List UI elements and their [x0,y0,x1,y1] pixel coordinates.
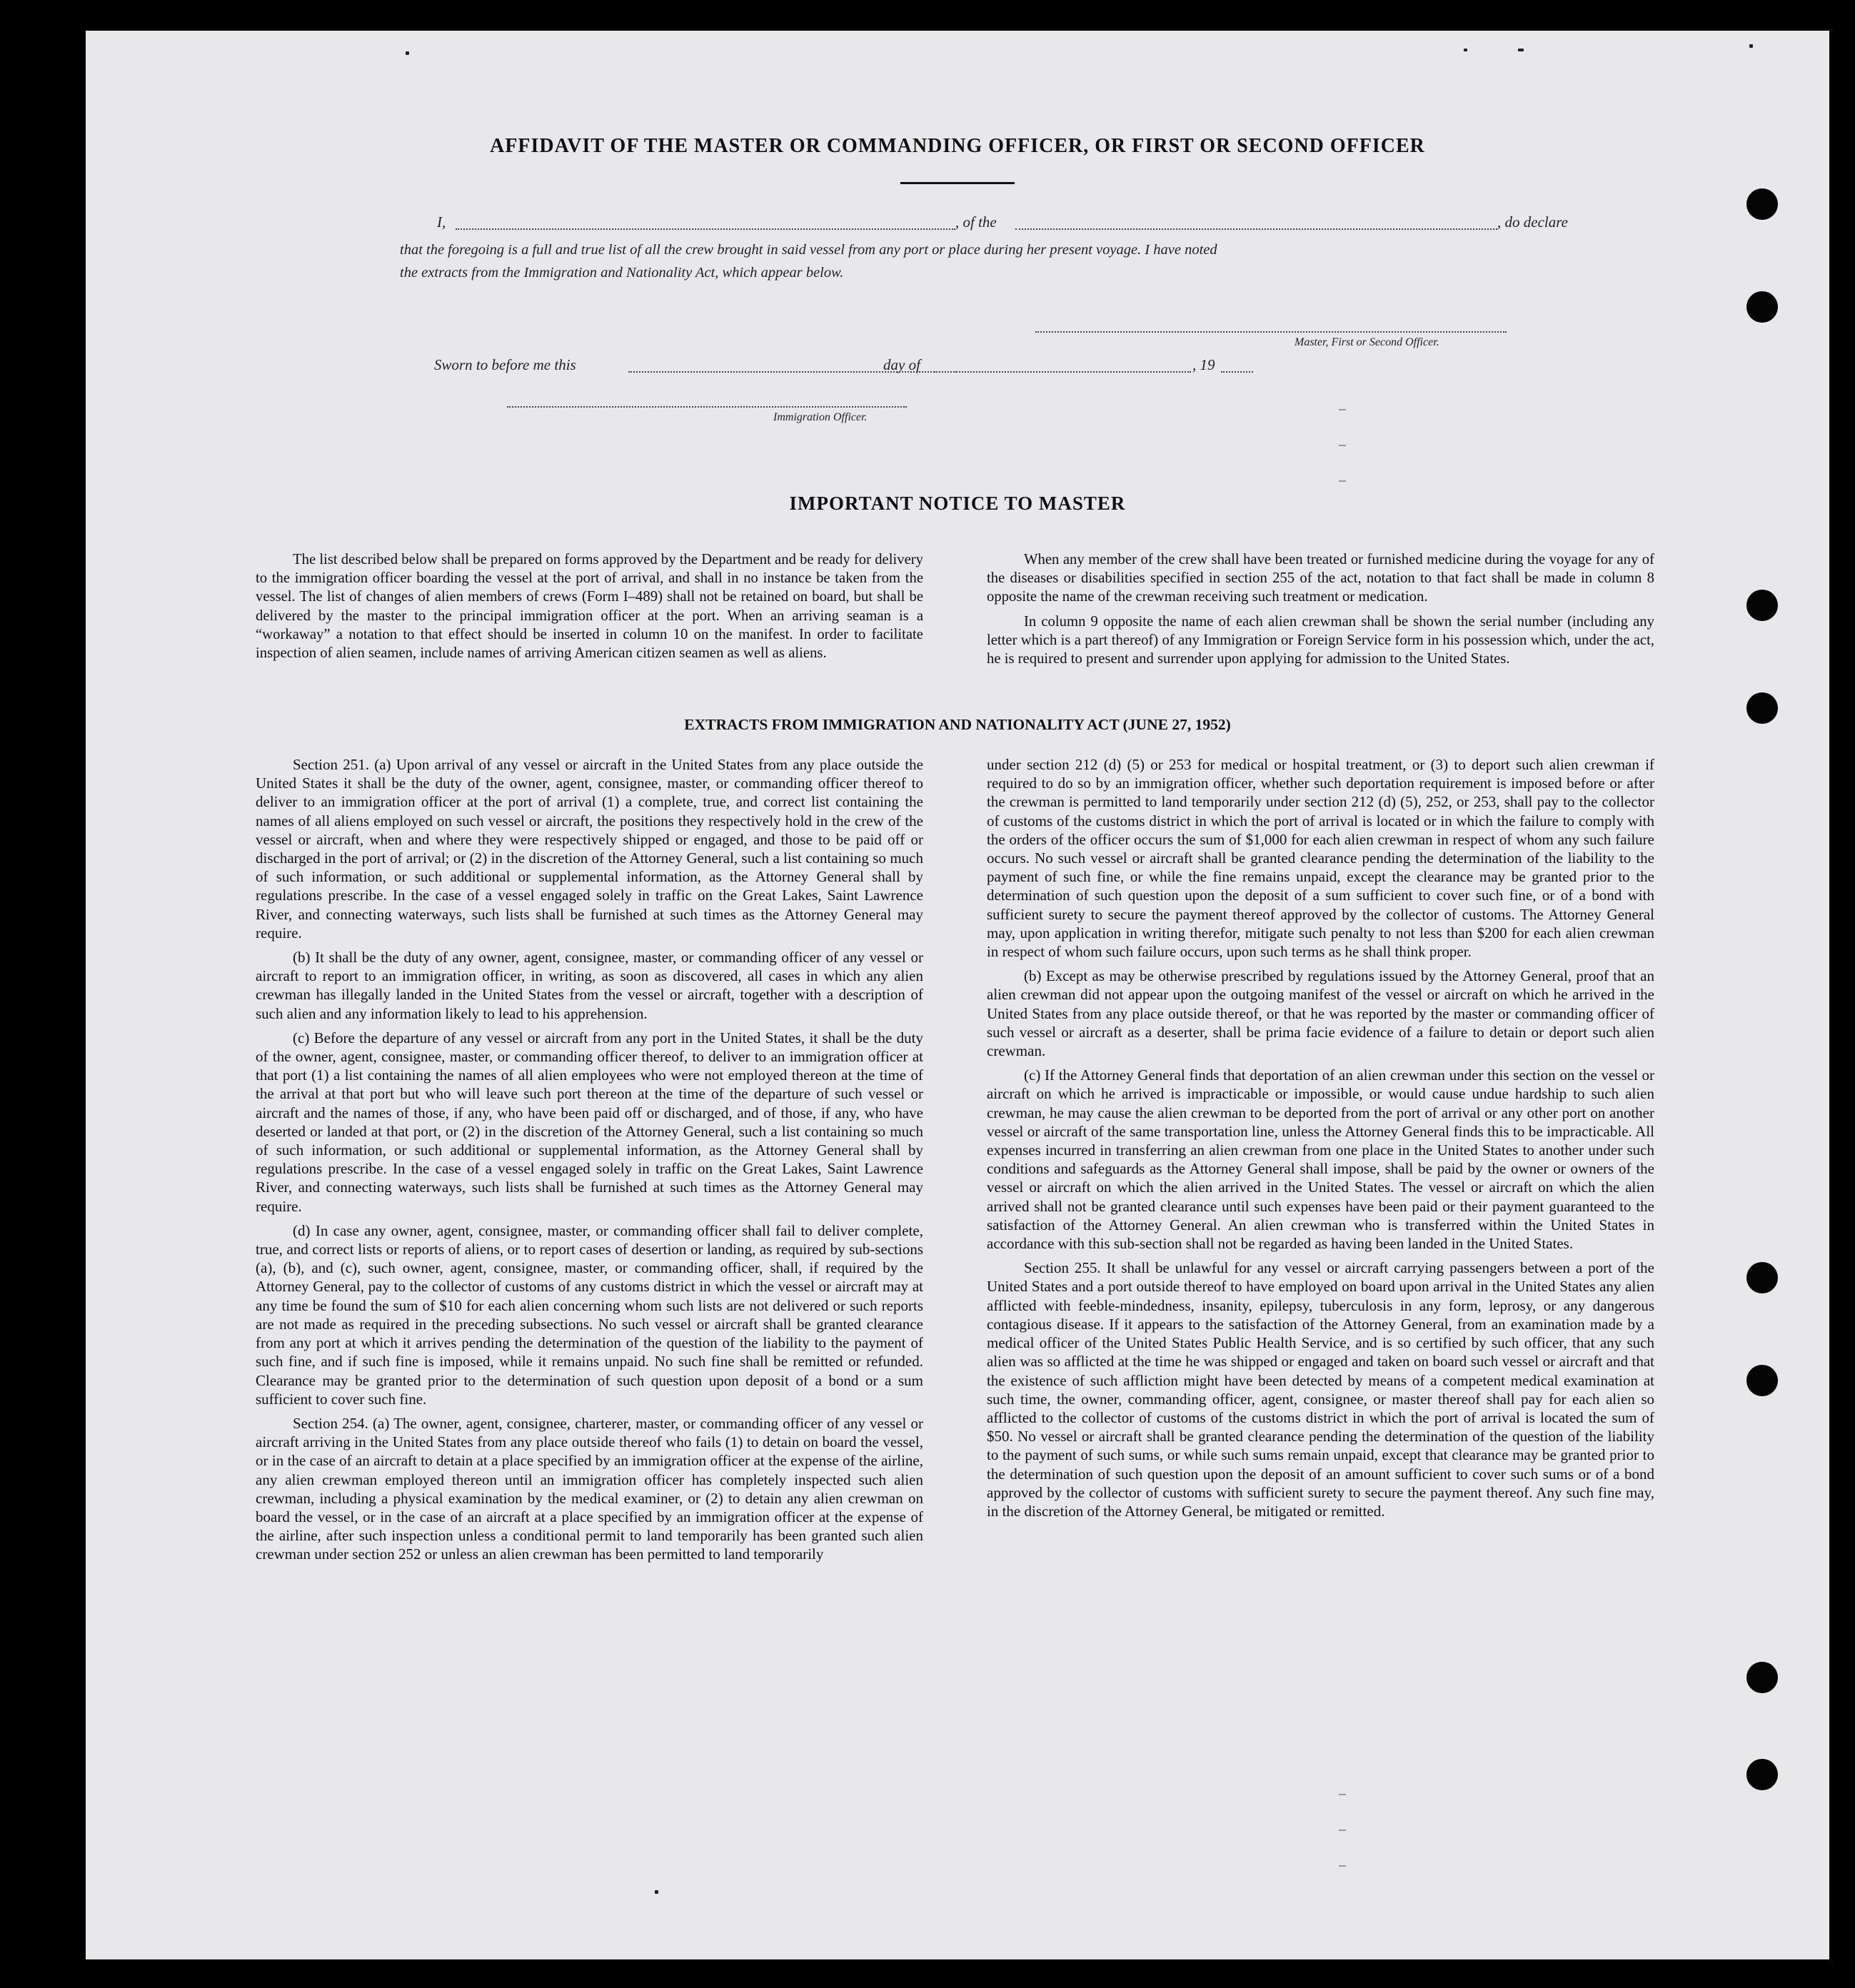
punch-hole [1746,1662,1778,1693]
signature-blank[interactable] [1035,331,1507,333]
title-divider [900,182,1015,184]
notice-right-paragraph-2: In column 9 opposite the name of each alien crewman shall be shown the serial number (including any letter which is a part thereof) of any Immigration or Foreign Service form in his possession which, under the act, he is required to present and surrender upon applying for admission to the United States. [987,613,1654,667]
officer-signature-blank[interactable] [507,406,907,408]
punch-hole [1746,1365,1778,1396]
year-blank[interactable] [1221,371,1253,373]
scan-speck [1464,49,1467,51]
punch-hole [1746,188,1778,220]
sworn-month-blank[interactable] [934,371,1191,373]
notice-right-paragraph-1: When any member of the crew shall have been treated or furnished medicine during the voyage for any of the diseases or disabilities specified in section 255 of the act, notation to that fact shall be made in column 8 opposite the name of the crewman receiving such treatment or medication. [987,552,1654,605]
affidavit-i-label: I, [437,213,446,231]
bleed-mark [1339,409,1346,410]
extracts-right-column [987,755,1654,1526]
signature-caption: Master, First or Second Officer. [1295,336,1439,348]
vessel-blank[interactable] [1015,228,1497,230]
section-254-a: Section 254. (a) The owner, agent, consignee, charterer, master, or commanding officer of any vessel or aircraft arriving in the United States from any place outside thereof who fails (1) to detain on board the vessel, or in the case of an aircraft to detain at a place specified by an immigration officer at the expense of the airline, any alien crewman employed thereon until an immigration officer has completely inspected such alien crewman, including a physical examination by the medical examiner, or (2) to detain any alien crewman on board the vessel, or in the case of an aircraft at a place specified by an immigration officer at the expense of the airline, after such inspection unless a conditional permit to land temporarily has been granted such alien crewman under section 252 or unless an alien crewman has been permitted to land temporarily [256,1414,923,1563]
year-label: , 19 [1192,356,1215,373]
extracts-title: EXTRACTS FROM IMMIGRATION AND NATIONALITY ACT (JUNE 27, 1952) [684,716,1231,733]
notice-left-paragraph: The list described below shall be prepared on forms approved by the Department and be ready for delivery to the immigration officer boarding the vessel at the port of arrival, and shall in no instance be taken from the vessel. The list of changes of alien members of crews (Form I–489) shall not be retained on board, but shall be delivered by the master to the principal immigration officer at the port. When an arriving seaman is a “workaway” a notation to that effect should be inserted in column 10 on the manifest. In order to facilitate inspection of alien seamen, include names of arriving American citizen seamen as well as aliens. [256,552,923,662]
name-blank[interactable] [456,228,955,230]
affidavit-of-the: , of the [955,213,997,231]
officer-caption: Immigration Officer. [773,411,868,423]
section-251-b: (b) It shall be the duty of any owner, agent, consignee, master, or commanding officer of any vessel or aircraft to report to an immigration officer, in writing, as soon as discovered, all cases in which any alien crewman has illegally landed in the United States from the vessel or aircraft, together with a description of such alien and any information likely to lead to his apprehension. [256,949,923,1022]
bleed-mark [1339,1830,1346,1831]
punch-hole [1746,1759,1778,1790]
punch-hole [1746,590,1778,621]
notice-left-column [256,550,923,668]
scan-speck [655,1890,658,1894]
notice-title: IMPORTANT NOTICE TO MASTER [789,493,1126,514]
section-251-d: (d) In case any owner, agent, consignee, master, or commanding officer shall fail to deliver complete, true, and correct lists or reports of aliens, or to report cases of desertion or landing, as required by sub-sections (a), (b), and (c), such owner, agent, consignee, master, or commanding officer, shall, if required by the Attorney General, pay to the collector of customs of any customs district in which the vessel or aircraft may at any time be found the sum of $10 for each alien concerning whom such lists are not delivered or such reports are not made as required in the preceding subsections. No such vessel or aircraft shall be granted clearance from any port at which it arrives pending the determination of the question of the liability to the payment of such fine, and if such fine is imposed, while it remains unpaid. No such fine shall be remitted or refunded. Clearance may be granted prior to the determination of such question upon deposit of a bond or a sum sufficient to cover such fine. [256,1221,923,1408]
affidavit-do-declare: , do declare [1497,213,1568,231]
document-page [86,31,1829,1959]
bleed-mark [1339,1794,1346,1795]
section-255: Section 255. It shall be unlawful for any vessel or aircraft carrying passengers between a port of the United States and a port outside thereof to have employed on board upon arrival in the United States any alien afflicted with feeble-mindedness, insanity, epilepsy, tuberculosis in any form, leprosy, or any dangerous contagious disease. If it appears to the satisfaction of the Attorney General, from an examination made by a medical officer of the United States Public Health Service, and is so certified by such officer, that any such alien was so afflicted at the time he was shipped or engaged and taken on board such vessel or aircraft and that the existence of such affliction might have been detected by means of a competent medical examination at such time, the owner, commanding officer, agent, consignee, or master thereof shall pay for each alien so afflicted to the collector of customs of the customs district in which the port of arrival is located the sum of $50. No vessel or aircraft shall be granted clearance pending the determination of the question of the liability to the payment of such sums, or while such sums remain unpaid, except that clearance may be granted prior to the determination of such question upon the deposit of an amount sufficient to cover such sums or of a bond approved by the collector of customs with sufficient surety to secure the payment thereof. Any such fine may, in the discretion of the Attorney General, be mitigated or remitted. [987,1259,1654,1520]
scan-speck [406,51,409,55]
affidavit-title: AFFIDAVIT OF THE MASTER OR COMMANDING OFFICER, OR FIRST OR SECOND OFFICER [490,135,1425,157]
sworn-label: Sworn to before me this [434,356,576,373]
extracts-left-column [256,755,923,1570]
scan-speck [1518,49,1524,51]
section-251-a: Section 251. (a) Upon arrival of any vessel or aircraft in the United States from any place outside the United States it shall be the duty of the owner, agent, consignee, master, or commanding officer thereof to deliver to an immigration officer at the port of arrival (1) a complete, true, and correct list containing the names of all aliens employed on such vessel or aircraft, the positions they respectively hold in the crew of the vessel or aircraft, when and where they were respectively shipped or engaged, and those to be paid off or discharged in the port of arrival; or (2) in the discretion of the Attorney General, such a list containing so much of such information, or such additional or supplemental information, as the Attorney General shall by regulations prescribe. In the case of a vessel engaged solely in traffic on the Great Lakes, Saint Lawrence River, and connecting waterways, such lists shall be furnished at such times as the Attorney General may require. [256,756,923,942]
bleed-mark [1339,445,1346,446]
section-254-a-continued: under section 212 (d) (5) or 253 for medical or hospital treatment, or (3) to deport such alien crewman if required to do so by an immigration officer, whether such deportation requirement is imposed before or after the crewman is permitted to land temporarily under section 212 (d) (5), 252, or 253, shall pay to the collector of customs of the customs district in which the port of arrival is located or in which the failure to comply with the orders of the officer occurs the sum of $1,000 for each alien crewman in respect of whom any such failure occurs. No such vessel or aircraft shall be granted clearance pending the determination of the liability to the payment of such fine, or while the fine remains unpaid, except the clearance may be granted prior to the determination of such question upon the deposit of a sum sufficient to cover such fine, or of a bond with sufficient surety to secure the payment thereof approved by the collector of customs. The Attorney General may, upon application in writing therefor, mitigate such penalty to not less than $200 for each alien crewman in respect of whom such failure occurs, upon such terms as he shall think proper. [987,756,1654,961]
day-of-label: day of [883,356,920,373]
bleed-mark [1339,480,1346,482]
affidavit-line-3: the extracts from the Immigration and Nationality Act, which appear below. [400,265,844,281]
punch-hole [1746,692,1778,724]
punch-hole [1746,291,1778,323]
affidavit-line-2: that the foregoing is a full and true list of all the crew brought in said vessel from any port or place during her present voyage. I have noted [400,242,1217,258]
section-251-c: (c) Before the departure of any vessel or aircraft from any port in the United States, it shall be the duty of the owner, agent, consignee, master, or commanding officer thereof, to deliver to an immigration officer at that port (1) a list containing the names of all alien employees who were not employed thereon at the time of the arrival at that port but who will leave such port thereon at the time of the departure of such vessel or aircraft and the names of those, if any, who have been paid off or discharged, and of those, if any, who have deserted or landed at that port, or (2) in the discretion of the Attorney General, such a list containing so much of such information, or such additional or supplemental information, as the Attorney General shall by regulations prescribe. In the case of a vessel engaged solely in traffic on the Great Lakes, Saint Lawrence River, and connecting waterways, such lists shall be furnished at such times as the Attorney General may require. [256,1029,923,1215]
punch-hole [1746,1262,1778,1293]
section-254-b: (b) Except as may be otherwise prescribed by regulations issued by the Attorney General, proof that an alien crewman did not appear upon the outgoing manifest of the vessel or aircraft on which he arrived in the United States from any place outside thereof, or that he was reported by the master or commanding officer of such vessel or aircraft as a deserter, shall be prima facie evidence of a failure to detain or deport such alien crewman. [987,967,1654,1060]
section-254-c: (c) If the Attorney General finds that deportation of an alien crewman under this section on the vessel or aircraft on which he arrived is impracticable or impossible, or would cause undue hardship to such alien crewman, he may cause the alien crewman to be deported from the port of arrival or any other port on another vessel or aircraft of the same transportation line, unless the Attorney General finds this to be impracticable. All expenses incurred in transferring an alien crewman from one place in the United States to another under such conditions and safeguards as the Attorney General shall impose, shall be paid by the owner or owners of the vessel or aircraft on which the alien arrived in the United States. The vessel or aircraft on which the alien arrived shall not be granted clearance until such expenses have been paid or their payment guaranteed to the satisfaction of the Attorney General. An alien crewman who is transferred within the United States in accordance with this sub-section shall not be regarded as having been landed in the United States. [987,1066,1654,1253]
notice-right-column [987,550,1654,674]
scan-speck [1749,44,1753,48]
bleed-mark [1339,1865,1346,1867]
